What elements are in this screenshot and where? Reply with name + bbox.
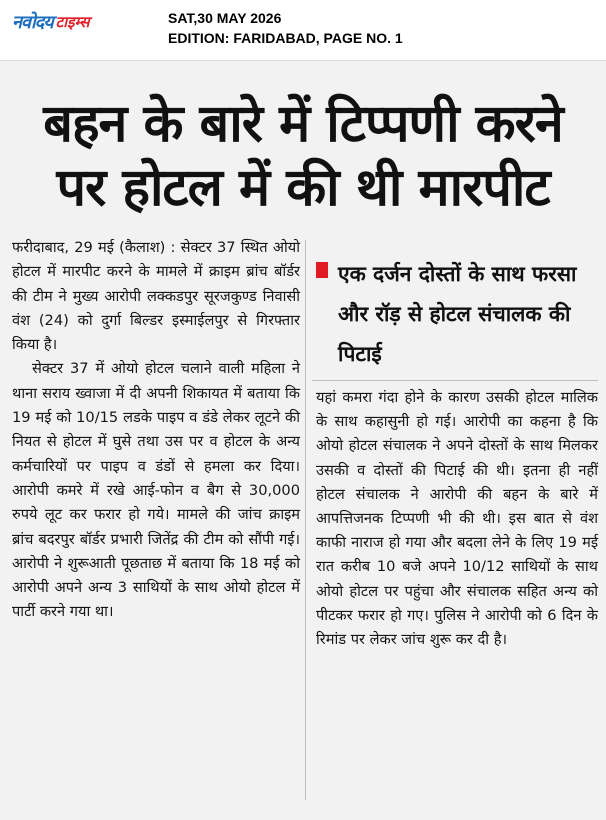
logo-text-main: नवोदय [12,12,53,33]
subheadline: एक दर्जन दोस्तों के साथ फरसा और रॉड़ से होटल संचालक की पिटाई [338,262,577,366]
article-paragraph-2: सेक्टर 37 में ओयो होटल चलाने वाली महिला ने थाना सराय ख्वाजा में दी अपनी शिकायत में बताया कि 19 मई को 10/15 लडके पाइप व डंडे लेकर लूटने की नियत से होटल में घुसे तथा उस पर व होटल के अन्य कर्मचारियों पर पाइप व डंडों से हमला कर दिया। आरोपी कमरे में रखे आई-फोन व बैग से 30,000 रुपये लूट कर फरार हो गये। मामले की जांच क्राइम ब्रांच बदरपुर बॉर्डर प्रभारी जितेंद्र की टीम को सौंपी गई। आरोपी ने शुरूआती पूछताछ में बताया कि 18 मई को आरोपी अपने अन्य 3 साथियों के साथ ओयो होटल में पार्टी करने गया था। [12,360,300,621]
newspaper-logo [12,10,90,34]
subheadline-box [316,254,600,374]
headline-line-1: बहन के बारे में टिप्पणी करने [43,94,563,154]
masthead-bar [0,0,606,60]
article-column-left [12,236,300,625]
column-divider [305,240,306,800]
article-paragraph-3: यहां कमरा गंदा होने के कारण उसकी होटल मालिक के साथ कहासुनी हो गई। आरोपी का कहना है कि ओयो होटल संचालक ने अपने दोस्तों के साथ मिलकर उसकी व दोस्तों की पिटाई की थी। इतना ही नहीं होटल संचालक ने आरोपी की बहन के बारे में आपत्तिजनक टिप्पणी भी की थी। इस बात से वंश काफी नाराज हो गया और बदला लेने के लिए 19 मई रात करीब 10 बजे अपने 10/12 साथियों के साथ ओयो होटल पर पहुंचा और संचालक सहित अन्य को पीटकर फरार हो गए। पुलिस ने आरोपी को 6 दिन के रिमांड पर लेकर जांच शुरू कर दी है। [316,389,598,649]
edition-info [168,8,403,48]
edition-page: EDITION: FARIDABAD, PAGE NO. 1 [168,30,403,46]
publication-date: SAT,30 MAY 2026 [168,10,282,26]
logo-text-secondary: टाइम्स [55,13,90,31]
article-column-right [316,386,598,652]
red-square-bullet-icon [316,262,328,278]
subheadline-separator [312,380,598,381]
headline-line-2: पर होटल में की थी मारपीट [56,158,550,218]
article-paragraph-1: फरीदाबाद, 29 मई (कैलाश) : सेक्टर 37 स्थित ओयो होटल में मारपीट करने के मामले में क्राइम ब्रांच बॉर्डर की टीम ने मुख्य आरोपी लक्कडपुर सूरजकुण्ड निवासी वंश (24) को दुर्गा बिल्डर इस्माईलपुर से गिरफ्तार किया है। [12,239,300,354]
article-headline [0,92,606,220]
